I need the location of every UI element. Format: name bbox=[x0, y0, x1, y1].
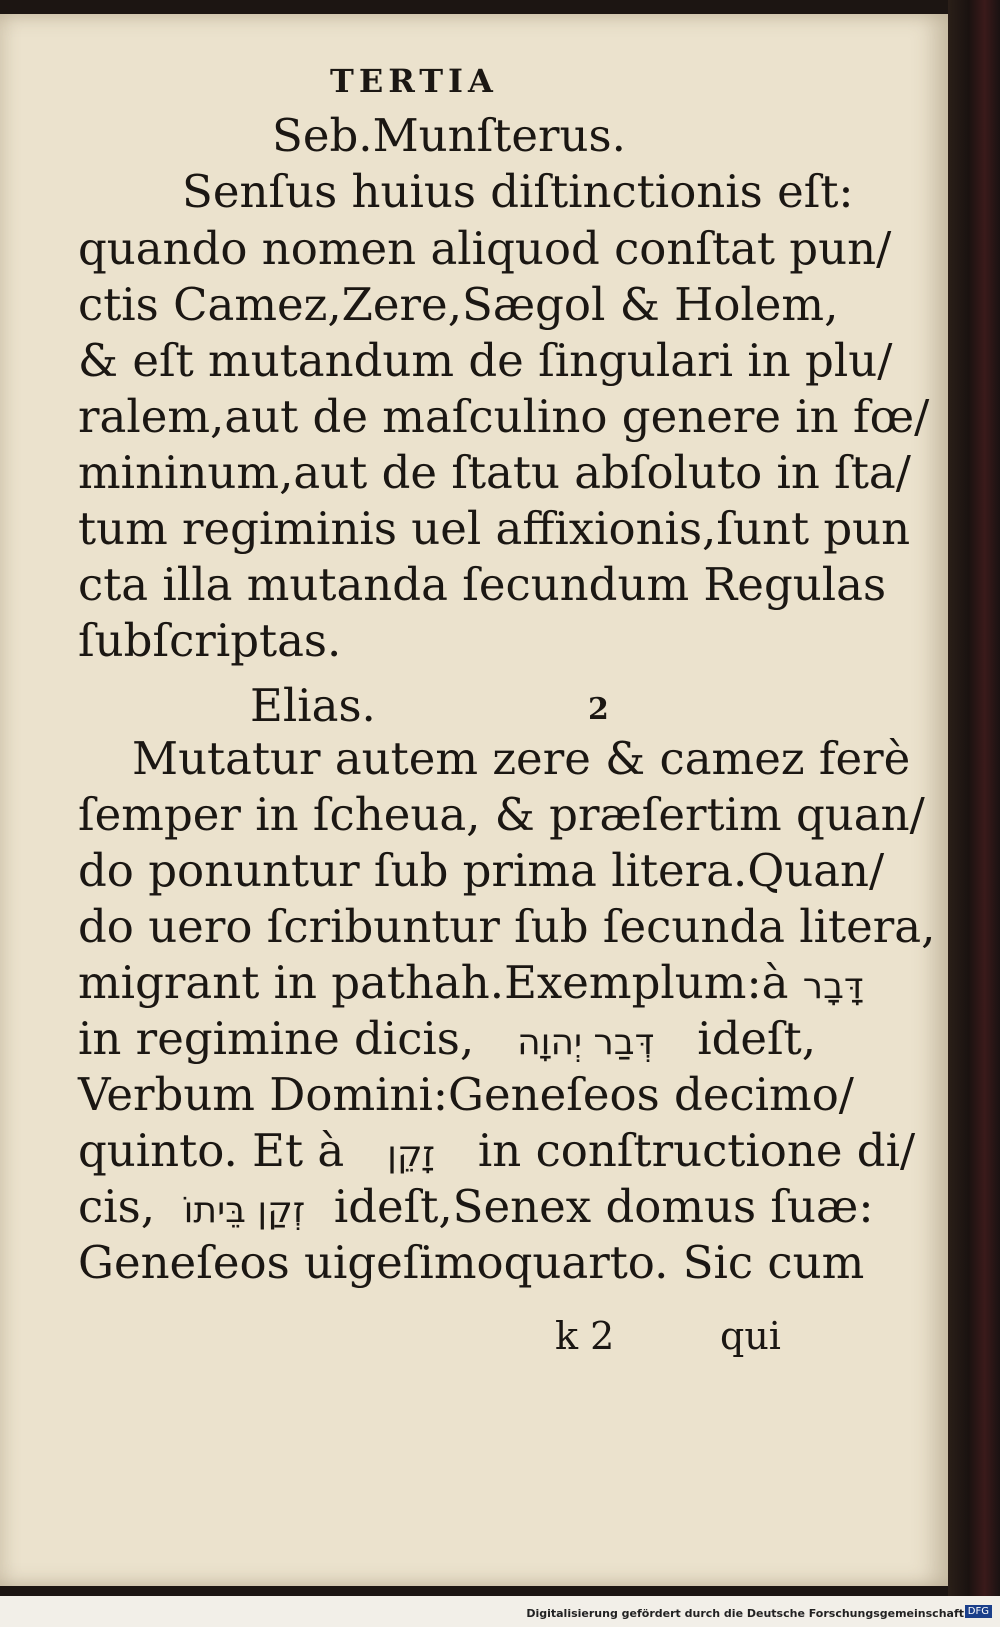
latin-text: in regimine dicis, bbox=[78, 1012, 475, 1065]
latin-text: quinto. Et à bbox=[78, 1124, 345, 1177]
text-line-migrant bbox=[78, 956, 864, 1009]
catchword: qui bbox=[720, 1314, 781, 1358]
hebrew-phrase-zeqan-beito: זְקַן בֵּיתוֹ bbox=[183, 1190, 306, 1231]
credit-text: Digitalisierung gefördert durch die Deutsche Forschungsgemeinschaft bbox=[526, 1607, 964, 1620]
book-page bbox=[0, 14, 948, 1586]
text-line: quando nomen aliquod conſtat pun/ bbox=[78, 222, 892, 275]
latin-text: in conſtructione di/ bbox=[477, 1124, 916, 1177]
text-line: ſubſcriptas. bbox=[78, 614, 342, 667]
section-number: 2 bbox=[588, 692, 609, 727]
hebrew-word-zaqen: זָקֵן bbox=[387, 1134, 435, 1175]
text-line: Senſus huius diſtinctionis eſt: bbox=[182, 165, 854, 218]
text-line: Mutatur autem zere & camez ferè bbox=[132, 732, 911, 785]
running-head: TERTIA bbox=[330, 62, 498, 100]
text-line: Geneſeos uigeſimoquarto. Sic cum bbox=[78, 1236, 865, 1289]
text-line-cis bbox=[78, 1180, 874, 1233]
dfg-logo: DFG bbox=[965, 1605, 992, 1618]
latin-text: cis, bbox=[78, 1180, 155, 1233]
speaker-munster: Seb.Munſterus. bbox=[272, 109, 626, 162]
text-line: ralem,aut de maſculino genere in fœ/ bbox=[78, 390, 930, 443]
text-line: ctis Camez,Zere,Sægol & Holem, bbox=[78, 278, 839, 331]
latin-text: migrant in pathah.Exemplum:à bbox=[78, 956, 789, 1009]
latin-text: ideſt, bbox=[697, 1012, 817, 1065]
text-line: Verbum Domini:Geneſeos decimo/ bbox=[78, 1068, 854, 1121]
text-line: tum regiminis uel affixionis,ſunt pun bbox=[78, 502, 911, 555]
text-line-quinto bbox=[78, 1124, 916, 1177]
hebrew-word-davar: דָּבָר bbox=[802, 966, 864, 1007]
text-line: & eſt mutandum de ſingulari in plu/ bbox=[78, 334, 893, 387]
text-line-regimine bbox=[78, 1012, 817, 1065]
book-edge bbox=[948, 0, 1000, 1600]
text-line: mininum,aut de ſtatu abſoluto in ſta/ bbox=[78, 446, 911, 499]
signature-mark: k 2 bbox=[555, 1314, 615, 1358]
text-line: do uero ſcribuntur ſub ſecunda litera, bbox=[78, 900, 936, 953]
text-line: do ponuntur ſub prima litera.Quan/ bbox=[78, 844, 885, 897]
latin-text: ideſt,Senex domus ſuæ: bbox=[333, 1180, 874, 1233]
text-line: cta illa mutanda ſecundum Regulas bbox=[78, 558, 887, 611]
hebrew-phrase-dvar-yhwh: דְּבַר יְהוָה bbox=[517, 1022, 655, 1063]
speaker-elias: Elias. bbox=[250, 679, 376, 732]
text-line: ſemper in ſcheua, & præſertim quan/ bbox=[78, 788, 925, 841]
